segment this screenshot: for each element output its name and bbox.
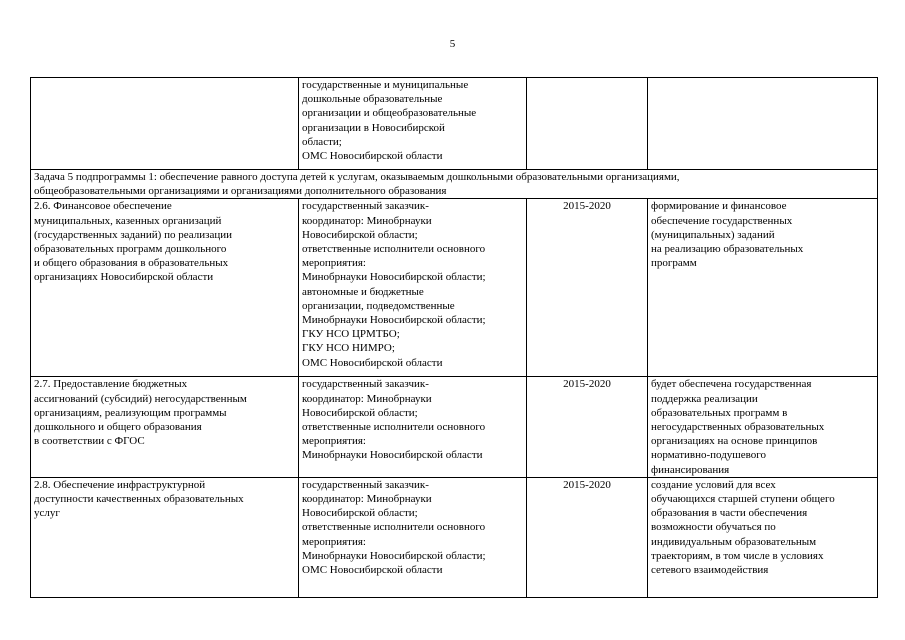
text-line: ответственные исполнители основного [302, 243, 486, 256]
text-line: программ [651, 257, 697, 270]
years-cell: 2015-2020 [527, 199, 648, 377]
text-line: образовательных программ дошкольного [34, 243, 227, 256]
measure-cell [31, 377, 299, 477]
text-line: формирование и финансовое [651, 200, 787, 213]
text-line: координатор: Минобрнауки [302, 392, 432, 405]
text-line: дошкольные образовательные [302, 93, 443, 106]
text-line: и общего образования в образовательных [34, 257, 229, 270]
text-line: организации и общеобразовательные [302, 107, 477, 120]
text-line: сетевого взаимодействия [651, 564, 769, 577]
text-line: индивидуальным образовательным [651, 535, 817, 548]
years-cell [527, 78, 648, 170]
text-line: автономные и бюджетные [302, 285, 424, 298]
text-line: обучающихся старшей ступени общего [651, 493, 835, 506]
text-line: ассигнований (субсидий) негосударственным [34, 392, 247, 405]
text-line: дошкольного и общего образования [34, 421, 202, 434]
page-number: 5 [449, 38, 456, 50]
measure-text [34, 377, 295, 448]
result-cell [648, 199, 878, 377]
table-row [31, 199, 878, 377]
text-line: доступности качественных образовательных [34, 493, 244, 506]
text-line: муниципальных, казенных организаций [34, 214, 222, 227]
years-cell: 2015-2020 [527, 377, 648, 477]
text-line: Новосибирской области; [302, 228, 418, 241]
text-line: ответственные исполнители основного [302, 521, 486, 534]
text-line: ответственные исполнители основного [302, 421, 486, 434]
text-line: организации в Новосибирской [302, 121, 445, 134]
task-header-text [34, 170, 874, 198]
text-line: государственный заказчик- [302, 478, 429, 491]
result-cell [648, 377, 878, 477]
text-line: Задача 5 подпрограммы 1: обеспечение равного доступа детей к услугам, оказываемым дошкольными образовательными организациями, [34, 171, 680, 183]
result-cell [648, 78, 878, 170]
text-line: 2.6. Финансовое обеспечение [34, 200, 172, 213]
program-table [30, 77, 878, 598]
text-line: образовательных программ в [651, 406, 788, 419]
text-line: Минобрнауки Новосибирской области; [302, 271, 486, 284]
measure-cell [31, 477, 299, 597]
text-line: на реализацию образовательных [651, 243, 804, 256]
text-line: ОМС Новосибирской области [302, 564, 443, 577]
text-line: Новосибирской области; [302, 507, 418, 520]
executors-cell [299, 199, 527, 377]
text-line: ОМС Новосибирской области [302, 356, 443, 369]
text-line: обеспечение государственных [651, 214, 793, 227]
measure-cell [31, 199, 299, 377]
text-line: будет обеспечена государственная [651, 378, 812, 391]
text-line: организациям, реализующим программы [34, 406, 227, 419]
result-text [651, 377, 874, 476]
text-line: (государственных заданий) по реализации [34, 228, 232, 241]
text-line: создание условий для всех [651, 478, 776, 491]
text-line: 2.7. Предоставление бюджетных [34, 378, 188, 391]
text-line: организации, подведомственные [302, 299, 455, 312]
text-line: (муниципальных) заданий [651, 228, 775, 241]
years-cell: 2015-2020 [527, 477, 648, 597]
task-header-row [31, 170, 878, 199]
text-line: финансирования [651, 463, 730, 476]
table-row [31, 477, 878, 597]
text-line: государственный заказчик- [302, 378, 429, 391]
measure-cell [31, 78, 299, 170]
executors-text [302, 78, 523, 163]
text-line: общеобразовательными организациями и организациями дополнительного образования [34, 185, 447, 198]
executors-text [302, 199, 523, 369]
task-header-cell [31, 170, 878, 199]
text-line: государственные и муниципальные [302, 79, 469, 91]
table-row [31, 377, 878, 477]
text-line: государственный заказчик- [302, 200, 429, 213]
text-line: в соответствии с ФГОС [34, 435, 145, 448]
text-line: мероприятия: [302, 435, 366, 448]
text-line: ОМС Новосибирской области [302, 150, 443, 163]
executors-cell [299, 78, 527, 170]
text-line: мероприятия: [302, 257, 366, 270]
text-line: координатор: Минобрнауки [302, 214, 432, 227]
executors-cell [299, 377, 527, 477]
text-line: ГКУ НСО ЦРМТБО; [302, 328, 400, 341]
text-line: области; [302, 135, 342, 148]
text-line: траекториям, в том числе в условиях [651, 549, 824, 562]
text-line: поддержка реализации [651, 392, 758, 405]
result-cell [648, 477, 878, 597]
text-line: координатор: Минобрнауки [302, 493, 432, 506]
executors-text [302, 377, 523, 462]
measure-text [34, 478, 295, 521]
text-line: мероприятия: [302, 535, 366, 548]
text-line: Новосибирской области; [302, 406, 418, 419]
text-line: ГКУ НСО НИМРО; [302, 342, 395, 355]
measure-text [34, 199, 295, 284]
text-line: организациях на основе принципов [651, 435, 818, 448]
text-line: возможности обучаться по [651, 521, 776, 534]
text-line: организациях Новосибирской области [34, 271, 214, 284]
text-line: негосударственных образовательных [651, 421, 825, 434]
text-line: услуг [34, 507, 60, 520]
executors-cell [299, 477, 527, 597]
text-line: Минобрнауки Новосибирской области; [302, 314, 486, 327]
executors-text [302, 478, 523, 577]
text-line: образования в части обеспечения [651, 507, 808, 520]
result-text [651, 478, 874, 577]
text-line: 2.8. Обеспечение инфраструктурной [34, 478, 206, 491]
text-line: Минобрнауки Новосибирской области [302, 449, 483, 462]
text-line: нормативно-подушевого [651, 449, 767, 462]
table-row [31, 78, 878, 170]
result-text [651, 199, 874, 270]
text-line: Минобрнауки Новосибирской области; [302, 549, 486, 562]
